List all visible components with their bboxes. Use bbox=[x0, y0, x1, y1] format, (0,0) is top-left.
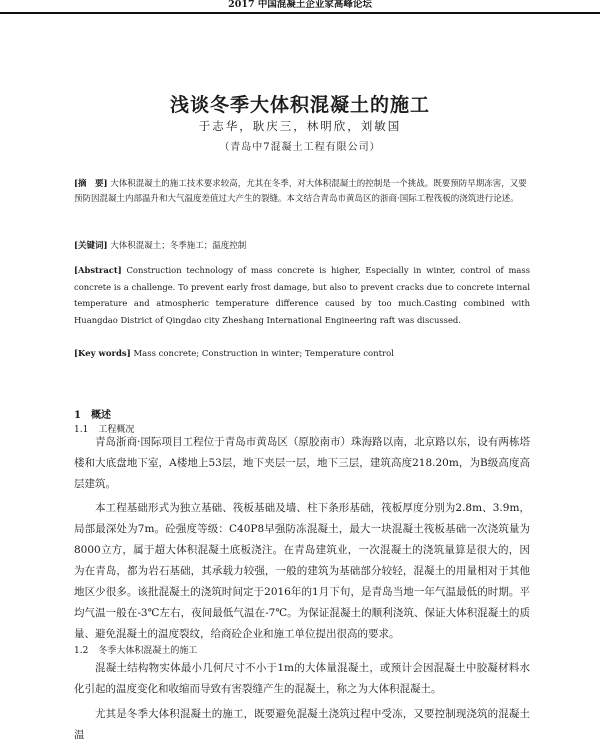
affiliation: （青岛中7混凝土工程有限公司） bbox=[219, 142, 381, 153]
body-paragraph-4: 尤其是冬季大体积混凝土的施工，既要避免混凝土浇筑过程中受冻，又要控制现浇筑的混凝土温 bbox=[74, 708, 530, 741]
paper-title: 浅谈冬季大体积混凝土的施工 bbox=[169, 94, 430, 116]
section-number: 1.1 bbox=[74, 425, 89, 435]
section-title: 工程概况 bbox=[98, 425, 135, 435]
abstract-cn-label: [摘 要] bbox=[74, 179, 108, 189]
abstract-en-text: Construction technology of mass concrete is higher, Especially in winter, control of mass concrete is a challenge. To prevent early frost damage, but also to prevent cracks due to concrete internal temperature and atmospheric temperature difference caused by too much.Casting combined with Huangdao District of Qingdao city Zheshang International Engineering raft was discussed. bbox=[74, 265, 530, 325]
keywords-cn-label: [关键词] bbox=[74, 241, 108, 251]
section-number: 1 bbox=[74, 410, 81, 421]
abstract-en-label: [Abstract] bbox=[74, 265, 122, 275]
section-heading-1 bbox=[74, 406, 111, 421]
abstract-cn-text: 大体积混凝土的施工技术要求较高，尤其在冬季，对大体积混凝土的控制是一个挑战。既要预防早期冻害，又要预防因混凝土内部温升和大气温度差值过大产生的裂缝。本文结合青岛市黄岛区的浙商·国际工程筏板的浇筑进行论述。 bbox=[74, 179, 527, 204]
abstract-cn bbox=[74, 177, 530, 207]
keywords-cn bbox=[74, 239, 530, 254]
body-paragraph-3: 混凝土结构物实体最小几何尺寸不小于1m的大体量混凝土，或预计会因混凝土中胶凝材料水化引起的温度变化和收缩而导致有害裂缝产生的混凝土，称之为大体积混凝土。 bbox=[74, 662, 530, 695]
keywords-cn-text: 大体积混凝土；冬季施工；温度控制 bbox=[110, 241, 247, 251]
running-header: 2017 中国混凝土企业家高峰论坛 bbox=[0, 0, 600, 14]
section-title: 冬季大体积混凝土的施工 bbox=[98, 646, 198, 656]
body-paragraph-2: 本工程基础形式为独立基础、筏板基础及墙、柱下条形基础，筏板厚度分别为2.8m、3.9m，局部最深处为7m。砼强度等级：C40P8早强防冻混凝土，最大一块混凝土筏板基础一次浇筑量为8000立方，属于超大体积混凝土底板浇注。在青岛建筑业，一次混凝土的浇筑量算是很大的，因为在青岛，都为岩石基础，其承载力较强，一般的建筑为基础部分较轻，混凝土的用量相对于其他地区少很多。该批混凝土的浇筑时间定于2016年的1月下旬，是青岛当地一年气温最低的时期。平均气温一般在-3℃左右，夜间最低气温在-7℃。为保证混凝土的顺利浇筑、保证大体积混凝土的质量、避免混凝土的温度裂纹，给商砼企业和施工单位提出很高的要求。 bbox=[74, 502, 530, 640]
keywords-en bbox=[74, 347, 530, 362]
body-paragraph-1: 青岛浙商·国际项目工程位于青岛市黄岛区（原胶南市）珠海路以南，北京路以东，设有两栋塔楼和大底盘地下室，A楼地上53层，地下夹层一层，地下三层，建筑高度218.20m，为B级高度高层建筑。 bbox=[74, 436, 530, 490]
section-heading-1-2 bbox=[74, 643, 197, 656]
abstract-en bbox=[74, 262, 530, 328]
keywords-en-label: [Key words] bbox=[74, 349, 131, 359]
keywords-en-text: Mass concrete; Construction in winter; Temperature control bbox=[133, 349, 394, 359]
authors: 于志华，耿庆三，林明欣，刘敏国 bbox=[198, 119, 402, 133]
section-number: 1.2 bbox=[74, 646, 89, 656]
section-title: 概述 bbox=[90, 410, 111, 421]
